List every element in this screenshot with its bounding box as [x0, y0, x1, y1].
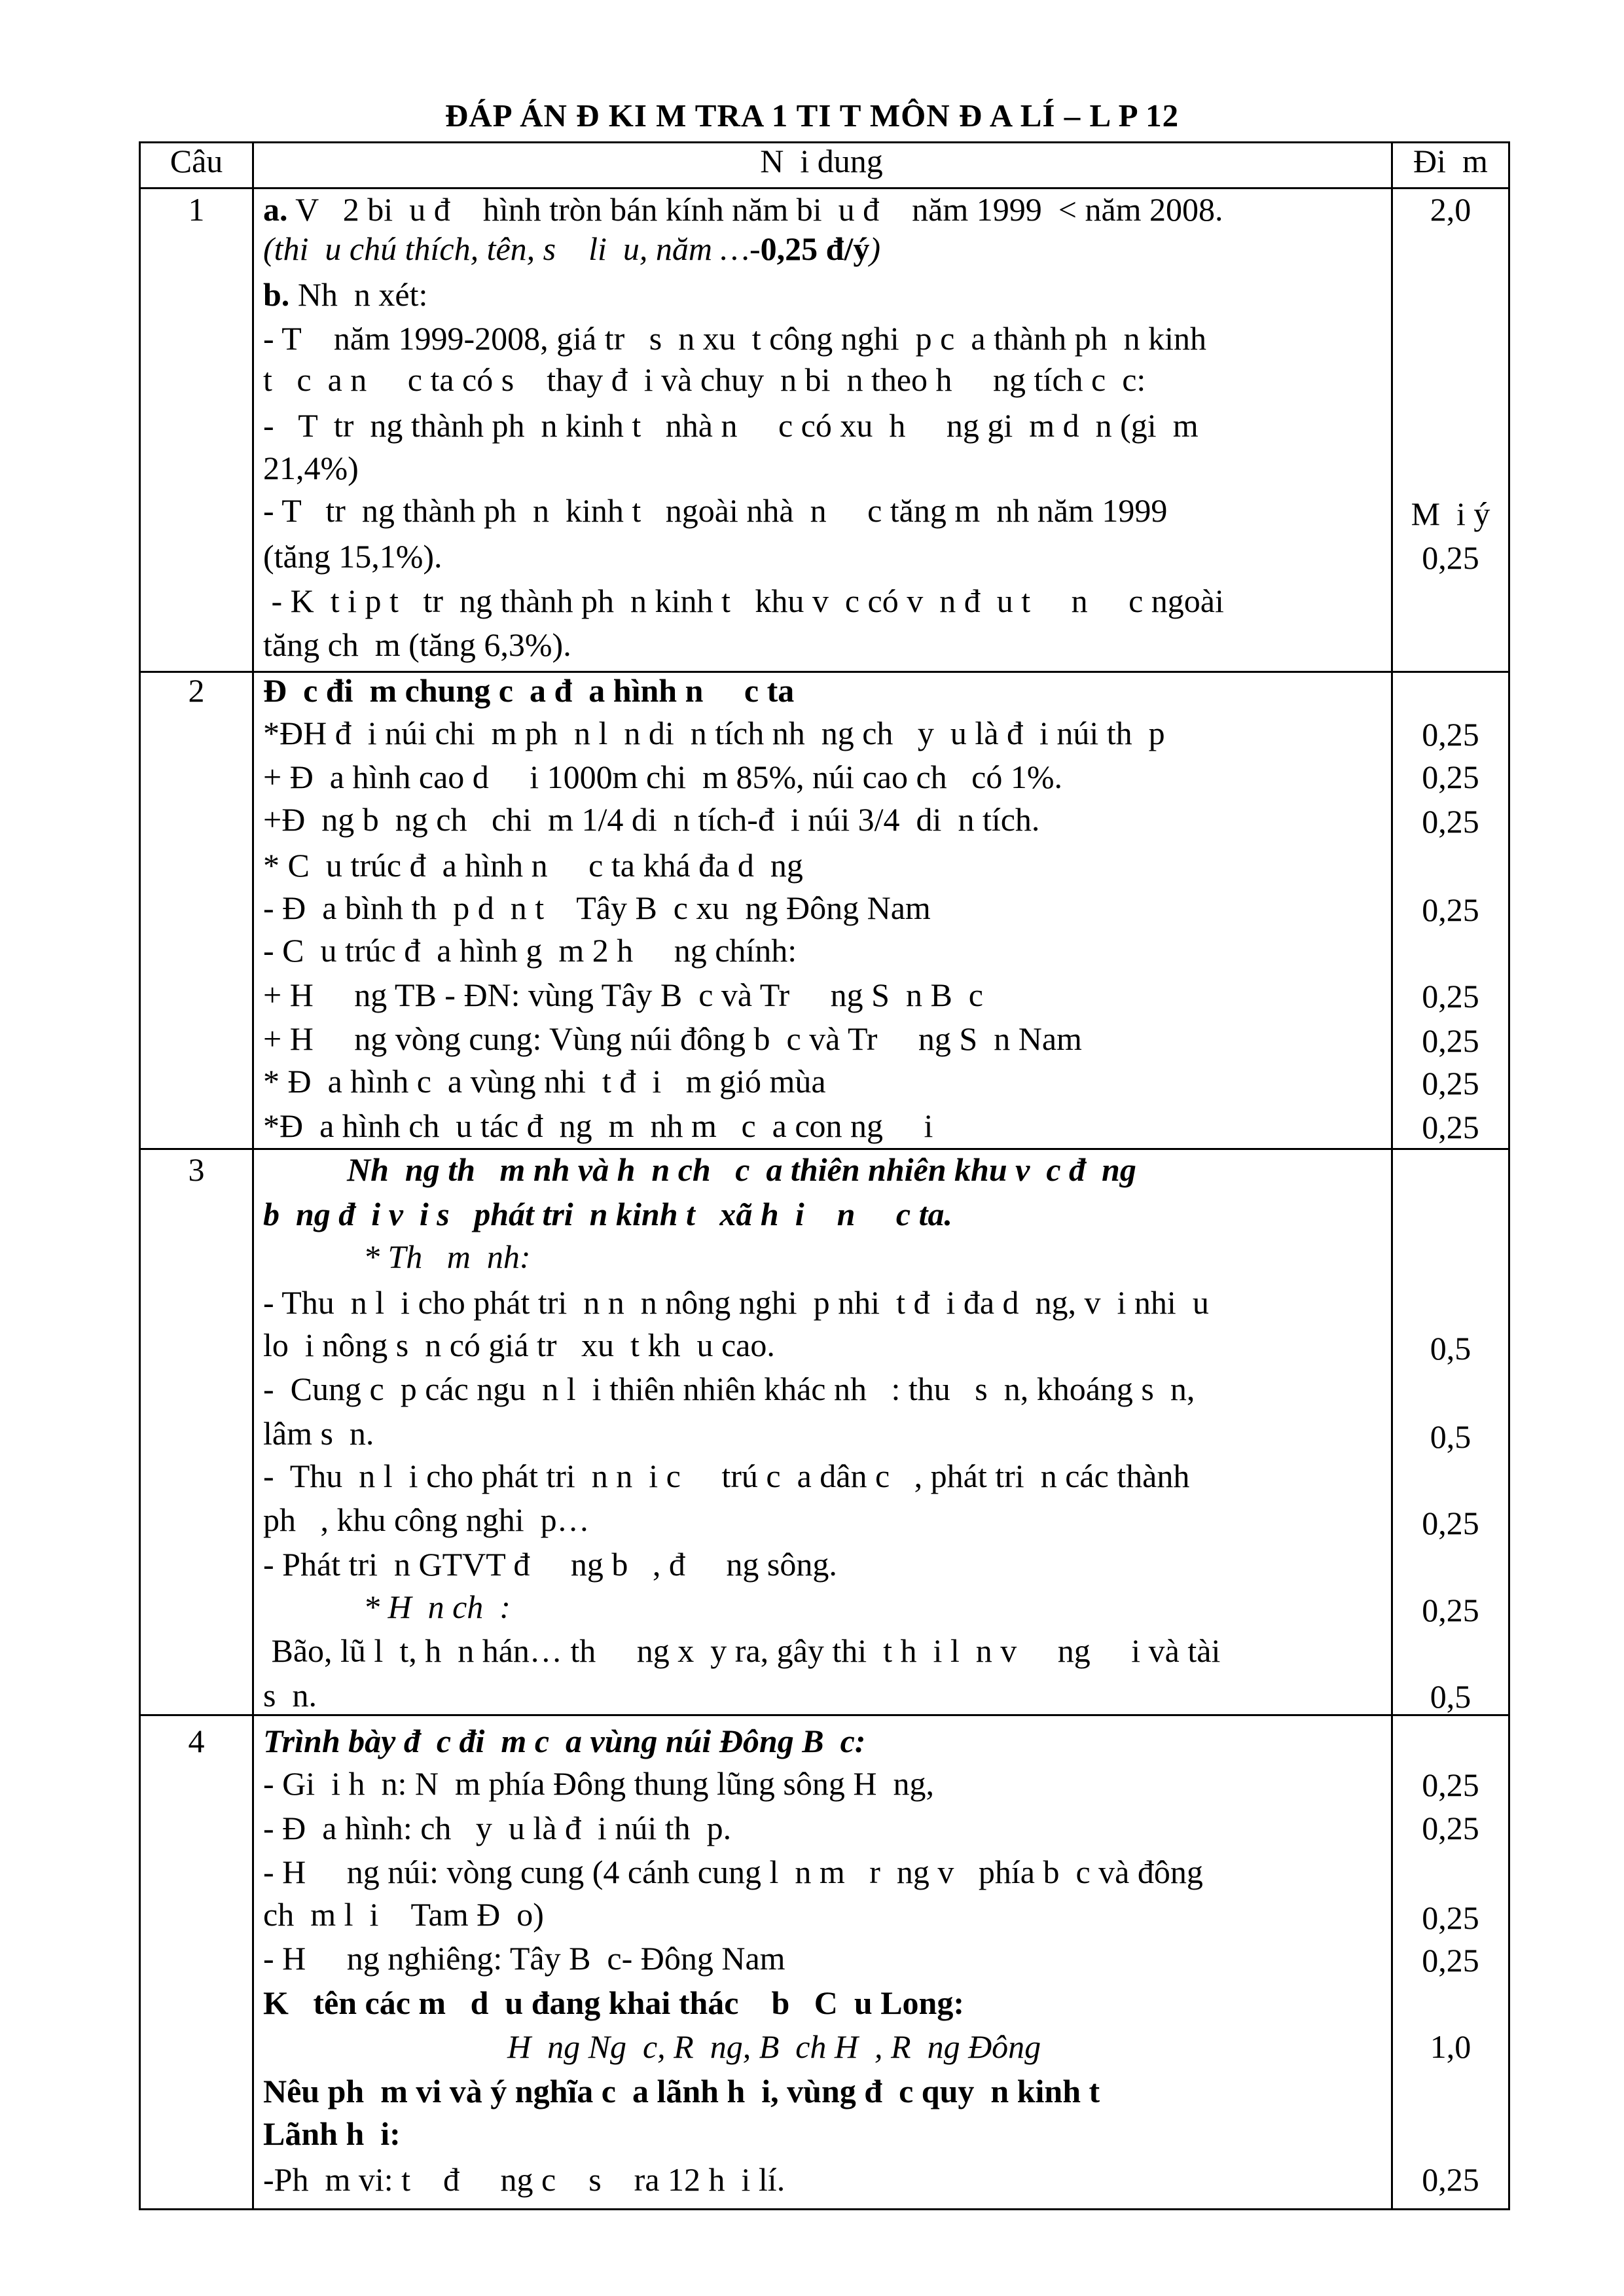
r4-line-4: - H ng núi: vòng cung (4 cánh cung l n m r ng v phía b c và đông [263, 1854, 1203, 1890]
r4-score-2: 0,25 [1422, 1810, 1479, 1846]
r1-line-11: tăng ch m (tăng 6,3%). [263, 626, 571, 663]
r3-line-1: Nh ng th m nh và h n ch c a thiên nhiên khu v c đ ng [347, 1151, 1136, 1188]
r1-note-bold: 0,25 đ/ý [760, 230, 870, 267]
question-number-2: 2 [188, 672, 205, 709]
r3-line-3: * Th m nh: [363, 1238, 531, 1275]
r1-line-3 [263, 275, 427, 314]
r2-score-7: 0,25 [1422, 1065, 1479, 1102]
r2-line-11: *Đ a hình ch u tác đ ng m nh m c a con ng i [263, 1107, 933, 1144]
r3-line-13: s n. [263, 1677, 317, 1713]
r4-line-6: - H ng nghiêng: Tây B c- Đông Nam [263, 1940, 785, 1977]
r2-score-5: 0,25 [1422, 978, 1479, 1014]
header-question: Câu [170, 143, 223, 179]
r1-part-b-text: Nh n xét: [289, 276, 428, 313]
r1-line-6: - T tr ng thành ph n kinh t nhà n c có xu h ng gi m d n (gi m [263, 407, 1199, 444]
r1-score-1: 2,0 [1430, 191, 1471, 228]
r4-score-3: 0,25 [1422, 1899, 1479, 1936]
r1-line-5: t c a n c ta có s thay đ i và chuy n bi n theo h ng tích c c: [263, 361, 1146, 398]
r3-score-4: 0,25 [1422, 1592, 1479, 1628]
document-title: ĐÁP ÁN Đ KI M TRA 1 TI T MÔN Đ A LÍ – L P 12 [444, 98, 1180, 134]
r3-line-2: b ng đ i v i s phát tri n kinh t xã h i n c ta. [263, 1196, 952, 1232]
r1-part-a-text: V 2 bi u đ hình tròn bán kính năm bi u đ năm 1999 < năm 2008. [287, 191, 1223, 228]
r2-score-4: 0,25 [1422, 891, 1479, 928]
r4-line-1: Trình bày đ c đi m c a vùng núi Đông B c: [263, 1723, 866, 1759]
r1-line-1 [263, 190, 1223, 229]
r3-line-11: * H n ch : [363, 1588, 511, 1625]
r3-line-7: lâm s n. [263, 1415, 374, 1452]
r3-score-5: 0,5 [1430, 1678, 1471, 1715]
r1-line-9: (tăng 15,1%). [263, 538, 442, 575]
r2-line-4: +Đ ng b ng ch chi m 1/4 di n tích-đ i núi 3/4 di n tích. [263, 801, 1040, 838]
header-score: Đi m [1413, 143, 1488, 179]
r2-line-5: * C u trúc đ a hình n c ta khá đa d ng [263, 847, 803, 884]
r4-line-9: Nêu ph m vi và ý nghĩa c a lãnh h i, vùng đ c quy n kinh t [263, 2073, 1100, 2109]
r2-line-8: + H ng TB - ĐN: vùng Tây B c và Tr ng S n B c [263, 977, 983, 1013]
r2-line-3: + Đ a hình cao d i 1000m chi m 85%, núi cao ch có 1%. [263, 759, 1062, 795]
r3-line-9: ph , khu công nghi p… [263, 1501, 590, 1538]
r2-score-6: 0,25 [1422, 1022, 1479, 1059]
r4-score-1: 0,25 [1422, 1767, 1479, 1803]
r4-line-5: ch m l i Tam Đ o) [263, 1896, 544, 1933]
r1-line-4: - T năm 1999-2008, giá tr s n xu t công nghi p c a thành ph n kinh [263, 320, 1207, 357]
r1-score-2: M i ý [1411, 495, 1490, 532]
r4-score-5: 1,0 [1430, 2028, 1471, 2065]
r2-score-1: 0,25 [1422, 716, 1479, 753]
r3-score-3: 0,25 [1422, 1505, 1479, 1541]
question-number-3: 3 [188, 1151, 205, 1188]
r2-score-2: 0,25 [1422, 759, 1479, 795]
r2-line-1: Đ c đi m chung c a đ a hình n c ta [263, 672, 795, 709]
r2-line-7: - C u trúc đ a hình g m 2 h ng chính: [263, 932, 797, 969]
r2-line-6: - Đ a bình th p d n t Tây B c xu ng Đông Nam [263, 889, 931, 926]
r1-note-end: ) [869, 230, 881, 267]
r3-line-4: - Thu n l i cho phát tri n n n nông nghi p nhi t đ i đa d ng, v i nhi u [263, 1284, 1209, 1321]
r4-score-4: 0,25 [1422, 1942, 1479, 1979]
r1-line-8: - T tr ng thành ph n kinh t ngoài nhà n c tăng m nh năm 1999 [263, 492, 1168, 529]
r2-line-2: *ĐH đ i núi chi m ph n l n di n tích nh ng ch y u là đ i núi th p [263, 715, 1165, 751]
r4-line-7: K tên các m d u đang khai thác b C u Long: [263, 1984, 964, 2021]
r2-score-8: 0,25 [1422, 1109, 1479, 1145]
r1-line-2 [263, 229, 880, 268]
r2-score-3: 0,25 [1422, 803, 1479, 840]
r4-score-6: 0,25 [1422, 2161, 1479, 2198]
question-number-4: 4 [188, 1723, 205, 1759]
r3-line-5: lo i nông s n có giá tr xu t kh u cao. [263, 1327, 775, 1363]
r2-line-10: * Đ a hình c a vùng nhi t đ i m gió mùa [263, 1063, 826, 1100]
r1-part-b-label: b. [263, 276, 290, 313]
r1-line-7: 21,4%) [263, 450, 359, 486]
row-divider-3 [141, 1714, 1508, 1716]
r1-note-italic: (thi u chú thích, tên, s li u, năm …- [263, 230, 761, 267]
r3-score-1: 0,5 [1430, 1330, 1471, 1367]
col-divider-1 [252, 143, 254, 2208]
r1-line-10: - K t i p t tr ng thành ph n kinh t khu v c có v n đ u t n c ngoài [263, 583, 1224, 619]
r1-score-3: 0,25 [1422, 539, 1479, 576]
r3-line-10: - Phát tri n GTVT đ ng b , đ ng sông. [263, 1546, 837, 1583]
r3-score-2: 0,5 [1430, 1418, 1471, 1455]
r4-line-8: H ng Ng c, R ng, B ch H , R ng Đông [507, 2028, 1041, 2065]
r3-line-6: - Cung c p các ngu n l i thiên nhiên khác nh : thu s n, khoáng s n, [263, 1371, 1195, 1407]
r2-line-9: + H ng vòng cung: Vùng núi đông b c và Tr ng S n Nam [263, 1020, 1082, 1057]
r3-line-8: - Thu n l i cho phát tri n n i c trú c a dân c , phát tri n các thành [263, 1458, 1190, 1494]
r4-line-10: Lãnh h i: [263, 2115, 401, 2152]
r4-line-3: - Đ a hình: ch y u là đ i núi th p. [263, 1810, 732, 1846]
question-number-1: 1 [188, 191, 205, 228]
r1-part-a-label: a. [263, 191, 288, 228]
r4-line-2: - Gi i h n: N m phía Đông thung lũng sông H ng, [263, 1765, 934, 1802]
r3-line-12: Bão, lũ l t, h n hán… th ng x y ra, gây thi t h i l n v ng i và tài [263, 1632, 1221, 1669]
header-content: N i dung [760, 143, 883, 179]
header-divider [141, 187, 1508, 189]
r4-line-11: -Ph m vi: t đ ng c s ra 12 h i lí. [263, 2161, 785, 2198]
